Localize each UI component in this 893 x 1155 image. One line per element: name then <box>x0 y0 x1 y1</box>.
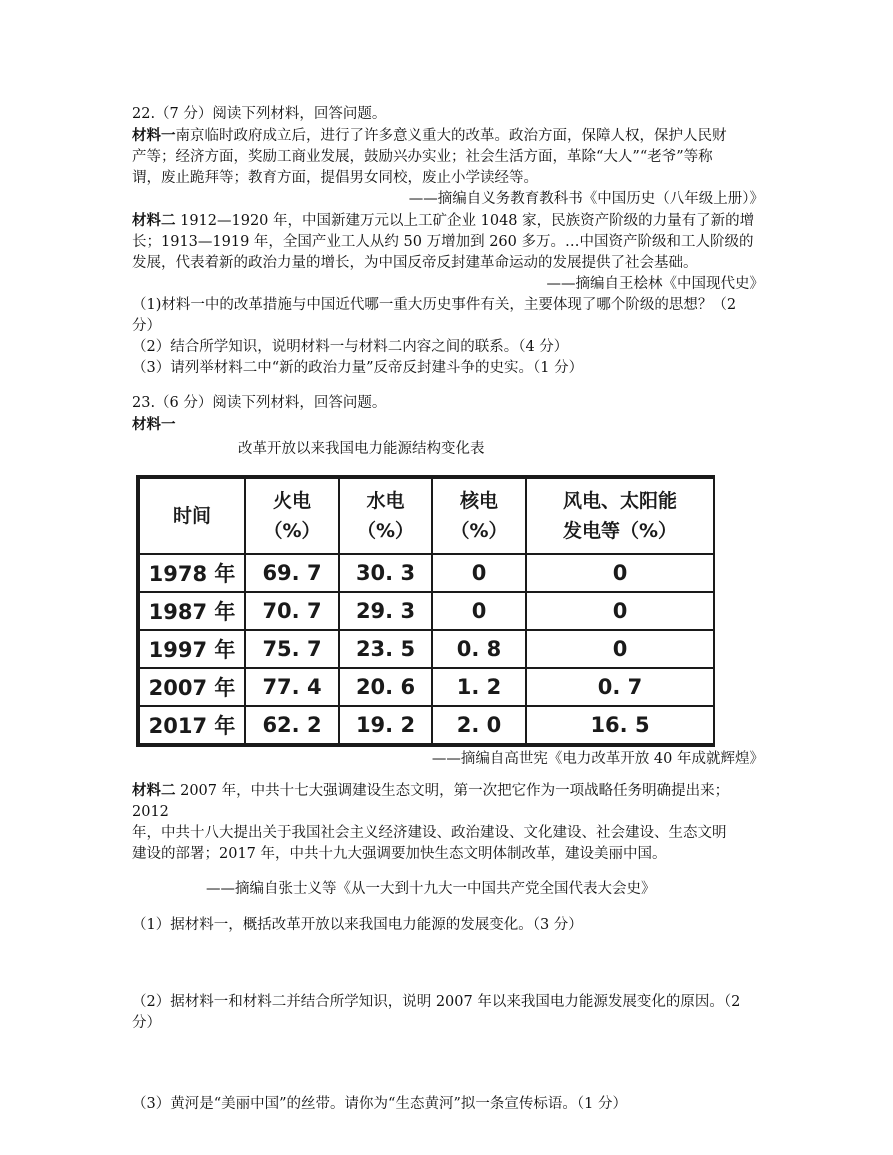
q22-material2-line3: 发展，代表着新的政治力量的增长，为中国反帝反封建革命运动的发展提供了社会基础。 <box>132 255 698 271</box>
q23-material1-label: 材料一 <box>132 416 176 433</box>
energy-structure-table <box>138 477 715 745</box>
header-time: 时间 <box>139 478 245 554</box>
table-cell: 70. 7 <box>245 592 339 630</box>
table-cell: 0 <box>432 554 526 592</box>
q23-material2-line3: 建设的部署；2017 年，中共十九大强调要加快生态文明体制改革，建设美丽中国。 <box>132 845 667 862</box>
q22-material2-line1 <box>132 210 764 232</box>
q22-title: 22.（7 分）阅读下列材料，回答问题。 <box>132 106 387 122</box>
q22-material2-source: ——摘编自王桧林《中国现代史》 <box>546 276 764 292</box>
q22-material2-label: 材料二 <box>132 212 176 229</box>
table-row <box>139 706 714 744</box>
table-cell: 23. 5 <box>339 630 432 668</box>
q22-material1-label: 材料一 <box>132 127 176 144</box>
table-cell: 30. 3 <box>339 554 432 592</box>
table-header-row <box>139 478 714 554</box>
q22-sub3: （3）请列举材料二中“新的政治力量”反帝反封建斗争的史实。（1 分） <box>132 360 584 376</box>
q22-material1-line2: 产等；经济方面，奖励工商业发展，鼓励兴办实业；社会生活方面，革除“大人”“老爷”等称 <box>132 149 713 165</box>
table-cell: 75. 7 <box>245 630 339 668</box>
table-cell: 0. 7 <box>526 668 714 706</box>
table-cell: 62. 2 <box>245 706 339 744</box>
q23-material2-line1 <box>132 780 764 823</box>
table-cell: 0 <box>432 592 526 630</box>
table-cell: 1987 年 <box>139 592 245 630</box>
answer-space <box>132 1034 764 1094</box>
q23-material2-label: 材料二 <box>132 781 176 799</box>
table-row <box>139 630 714 668</box>
q22-sub1-line1: （1)材料一中的改革措施与中国近代哪一重大历史事件有关，主要体现了哪个阶级的思想？（2 <box>132 297 737 313</box>
header-nuclear: 核电 （%） <box>432 478 526 554</box>
q22-material1-source: ——摘编自义务教育教科书《中国历史（八年级上册）》 <box>408 191 764 207</box>
q22-material2-line2: 长；1913—1919 年，全国产业工人从约 50 万增加到 260 多万。…中国资产阶级和工人阶级的 <box>132 234 754 250</box>
q22-sub2: （2）结合所学知识，说明材料一与材料二内容之间的联系。（4 分） <box>132 339 569 355</box>
exam-page <box>132 104 764 1115</box>
q23-sub3: （3）黄河是“美丽中国”的丝带。请你为“生态黄河”拟一条宣传标语。（1 分） <box>132 1095 627 1112</box>
table-cell: 20. 6 <box>339 668 432 706</box>
q23-sub1: （1）据材料一，概括改革开放以来我国电力能源的发展变化。（3 分） <box>132 916 583 933</box>
table-row <box>139 668 714 706</box>
q23-material2-source: ——摘编自张士义等《从一大到十九大一中国共产党全国代表大会史》 <box>206 881 656 897</box>
header-wind-solar: 风电、太阳能 发电等（%） <box>526 478 714 554</box>
table-cell: 0 <box>526 592 714 630</box>
q23-title: 23.（6 分）阅读下列材料，回答问题。 <box>132 395 387 411</box>
table-cell: 1. 2 <box>432 668 526 706</box>
spacer <box>132 379 764 393</box>
table-cell: 69. 7 <box>245 554 339 592</box>
q23-sub2-line1: （2）据材料一和材料二并结合所学知识，说明 2007 年以来我国电力能源发展变化的原因。（2 <box>132 993 741 1010</box>
table-cell: 1997 年 <box>139 630 245 668</box>
table-cell: 0 <box>526 630 714 668</box>
table-cell: 0 <box>526 554 714 592</box>
table-source: ——摘编自高世宪《电力改革开放 40 年成就辉煌》 <box>431 750 764 767</box>
answer-space <box>132 936 764 992</box>
q23-material2-text1: 2007 年，中共十七大强调建设生态文明，第一次把它作为一项战略任务明确提出来；2012 <box>132 782 730 820</box>
table-cell: 29. 3 <box>339 592 432 630</box>
table-row <box>139 554 714 592</box>
table-cell: 0. 8 <box>432 630 526 668</box>
header-thermal: 火电 （%） <box>245 478 339 554</box>
q23-sub2-line2: 分） <box>132 1014 161 1031</box>
q22-material1-text1: 南京临时政府成立后，进行了许多意义重大的改革。政治方面，保障人权，保护人民财 <box>175 128 727 144</box>
header-hydro: 水电 （%） <box>339 478 432 554</box>
q22-sub1-line2: 分） <box>132 318 161 334</box>
q23-material2-line2: 年，中共十八大提出关于我国社会主义经济建设、政治建设、文化建设、社会建设、生态文明 <box>132 824 727 841</box>
q22-material1-line3: 谓，废止跪拜等；教育方面，提倡男女同校，废止小学读经等。 <box>132 170 538 186</box>
table-cell: 77. 4 <box>245 668 339 706</box>
table-cell: 1978 年 <box>139 554 245 592</box>
table-cell: 19. 2 <box>339 706 432 744</box>
energy-table-frame <box>136 475 715 747</box>
q22-material2-text1: 1912—1920 年，中国新建万元以上工矿企业 1048 家，民族资产阶级的力量有了新的增 <box>175 213 755 229</box>
q22-material1-line1 <box>132 125 764 147</box>
table-cell: 2. 0 <box>432 706 526 744</box>
table-row <box>139 592 714 630</box>
spacer <box>132 770 764 780</box>
table-cell: 2007 年 <box>139 668 245 706</box>
table-cell: 2017 年 <box>139 706 245 744</box>
table-cell: 16. 5 <box>526 706 714 744</box>
table-caption: 改革开放以来我国电力能源结构变化表 <box>238 441 485 457</box>
